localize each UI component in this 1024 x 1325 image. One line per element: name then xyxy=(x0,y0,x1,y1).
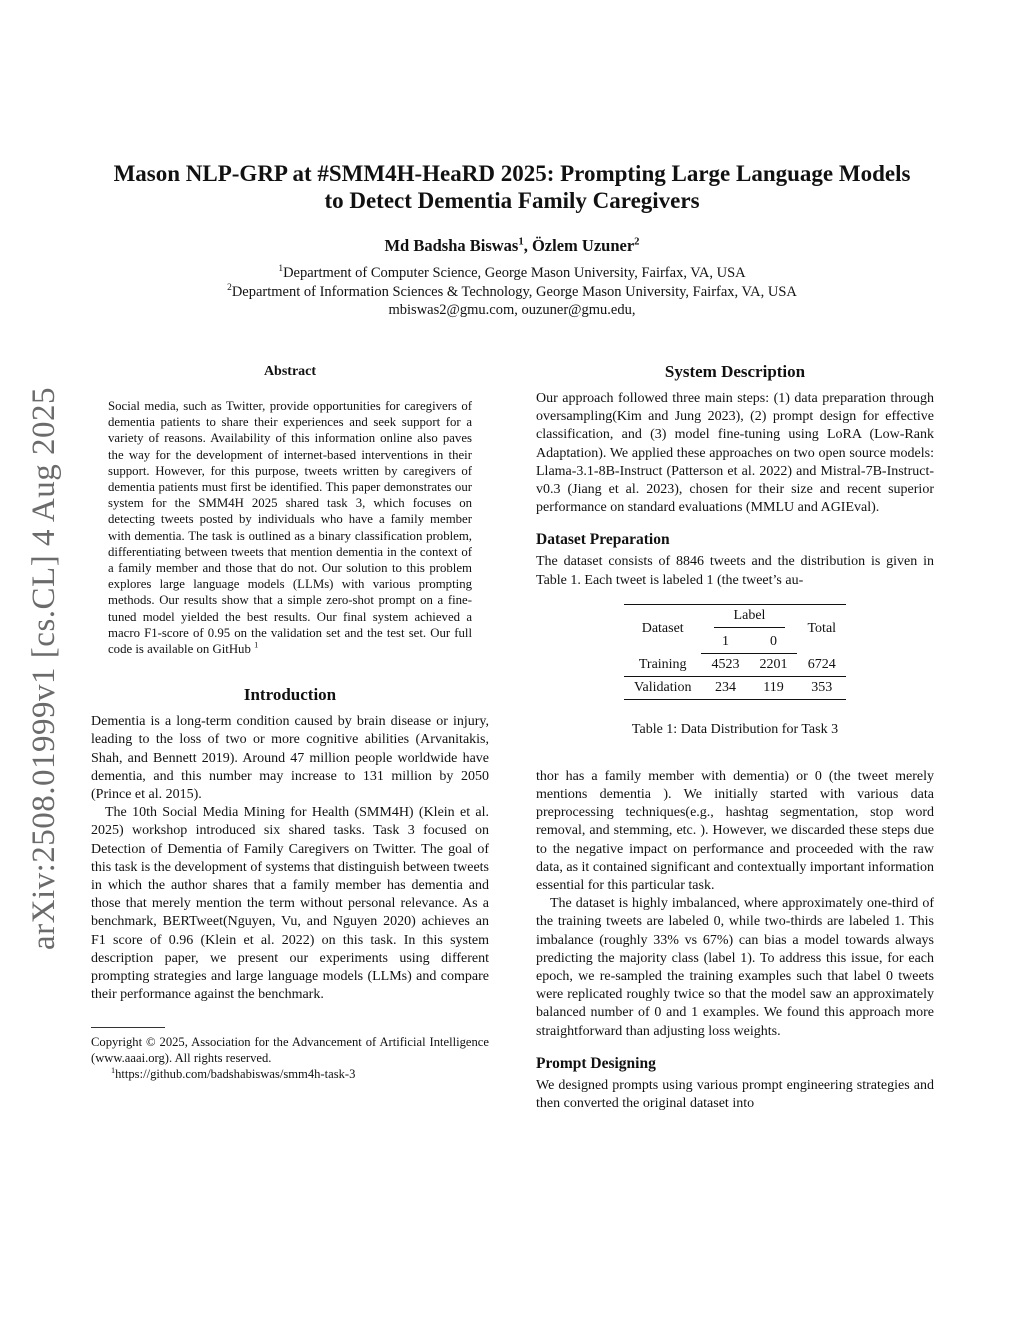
affiliation-1 xyxy=(80,264,944,283)
author-1-affil-mark: 1 xyxy=(518,235,524,248)
github-link[interactable]: https://github.com/badshabiswas/smm4h-task-3 xyxy=(115,1066,356,1081)
affiliation-2 xyxy=(80,283,944,302)
prompt-designing-paragraph: We designed prompts using various prompt engineering strategies and then converted the original dataset into xyxy=(536,1077,934,1112)
table-cell-label-0: 2201 xyxy=(749,653,797,676)
affiliation-2-text: Department of Information Sciences & Technology, George Mason University, Fairfax, VA, USA xyxy=(231,283,797,300)
abstract-body: Social media, such as Twitter, provide opportunities for caregivers of dementia patients to share their experiences and seek support for a variety of reasons. Availability of this information online also paves the way for the development of internet-based interventions in their support. However, for this purpose, tweets written by caregivers of dementia patients must first be identified. This paper demonstrates our system for the SMM4H 2025 shared task 3, which focuses on detecting tweets posted by individuals who have a family member with dementia. The task is outlined as a binary classification problem, differentiating between tweets that mention dementia in the context of a family member and those that do not. Our solution to this problem explores large language models (LLMs) with various prompting methods. Our results show that a simple zero-shot prompt on a fine-tuned model yielded the best results. Our final system achieved a macro F1-score of 0.95 on the validation set and the test set. Our full code is available on GitHub xyxy=(108,399,472,657)
left-column xyxy=(91,360,489,1082)
affiliations xyxy=(80,264,944,320)
introduction-paragraph-2: The 10th Social Media Mining for Health (SMM4H) (Klein et al. 2025) workshop introduced six shared tasks. Task 3 focused on Detection of Dementia of Family Caregivers on Twitter. The goal of this task is the development of systems that distinguish between tweets in which the author shares that a family member has dementia and those that merely mention the term without personal relevance. As a benchmark, BERTweet(Nguyen, Vu, and Nguyen 2020) achieves an F1 score of 0.96 (Klein et al. 2022) on this task. In this system description paper, we present our experiments using different prompting strategies and large language models (LLMs) and compare their performance against the benchmark. xyxy=(91,805,489,1003)
affiliation-1-mark: 1 xyxy=(278,264,284,275)
table-row xyxy=(624,676,846,699)
table-cell-label-1: 4523 xyxy=(701,653,749,676)
dataset-preparation-heading: Dataset Preparation xyxy=(536,531,670,549)
table-header-total: Total xyxy=(797,604,846,653)
author-emails: mbiswas2@gmu.com, ouzuner@gmu.edu, xyxy=(388,302,636,318)
table-header-label-0: 0 xyxy=(749,631,797,654)
table-header-label-text: Label xyxy=(714,608,786,628)
author-2: Özlem Uzuner xyxy=(531,236,635,255)
abstract-heading: Abstract xyxy=(263,364,317,379)
introduction-heading: Introduction xyxy=(243,685,337,705)
dataset-preparation-paragraph-2: thor has a family member with dementia) or 0 (the tweet merely mentions dementia ). We initially started with various data preprocessing techniques(e.g., hashtag segmentation, stop word removal, and stemming, etc. ). However, we discarded these steps due to the negative impact on performance and proceeded with the raw data, as it contained significant and contextually important information essential for this particular task. xyxy=(536,768,934,894)
table-header-row xyxy=(624,604,846,631)
author-1: Md Badsha Biswas xyxy=(384,236,519,255)
table-row xyxy=(624,653,846,676)
copyright-notice: Copyright © 2025, Association for the Advancement of Artificial Intelligence (www.aaai.org). All rights reserved. xyxy=(91,1034,489,1065)
system-description-heading: System Description xyxy=(664,362,806,381)
title-line-1: Mason NLP-GRP at #SMM4H-HeaRD 2025: Prompting Large Language Models xyxy=(113,161,911,186)
system-description-paragraph: Our approach followed three main steps: (1) data preparation through oversampling(Kim and Jung 2023), (2) prompt design for effective classification, and (3) model fine-tuning using LoRA (Low-Rank Adaptation). We applied these approaches on two open source models: Llama-3.1-8B-Instruct (Patterson et al. 2022) and Mistral-7B-Instruct-v0.3 (Jiang et al. 2023), chosen for their size and recent superior performance on standard evaluations (MMLU and AGIEval). xyxy=(536,391,934,516)
table-header-label-1: 1 xyxy=(701,631,749,654)
abstract-text xyxy=(108,398,472,657)
affiliation-1-text: Department of Computer Science, George Mason University, Fairfax, VA, USA xyxy=(283,265,746,281)
table-cell-label-1: 234 xyxy=(701,676,749,699)
paper-title xyxy=(80,160,944,214)
table-cell-name: Validation xyxy=(624,676,702,699)
introduction-paragraph-1: Dementia is a long-term condition caused by brain disease or injury, leading to the loss of two or more cognitive abilities (Arvanitakis, Shah, and Bennett 2019). Around 47 million people worldwide have dementia, and this number may increase to 131 million by 2050 (Prince et al. 2015). xyxy=(91,714,489,803)
table-cell-label-0: 119 xyxy=(749,676,797,699)
footnote-divider xyxy=(91,1027,165,1028)
author-separator: , xyxy=(523,236,532,255)
dataset-preparation-paragraph-1: The dataset consists of 8846 tweets and the distribution is given in Table 1. Each tweet is labeled 1 (the tweet’s au- xyxy=(536,554,934,588)
table-header-label xyxy=(701,604,797,631)
dataset-preparation-paragraph-3: The dataset is highly imbalanced, where approximately one-third of the training tweets are labeled 0, while two-thirds are labeled 1. This imbalance (roughly 33% vs 67%) can bias a model towards always predicting the majority class (label 1). To address this issue, for each epoch, we re-sampled the training examples such that label 0 tweets were replicated roughly twice so that the model saw an approximately balanced number of 0 and 1 examples. We found this approach more straightforward than adjusting loss weights. xyxy=(536,896,934,1039)
title-line-2: to Detect Dementia Family Caregivers xyxy=(324,188,700,213)
affiliation-2-mark: 2 xyxy=(227,282,232,293)
table-header-dataset: Dataset xyxy=(624,604,702,653)
table-caption: Table 1: Data Distribution for Task 3 xyxy=(631,721,839,737)
right-column xyxy=(536,360,934,1113)
abstract-footnote-mark: 1 xyxy=(254,640,259,650)
table-cell-total: 353 xyxy=(797,676,846,699)
table-cell-name: Training xyxy=(624,653,702,676)
footnote-1 xyxy=(111,1066,489,1082)
prompt-designing-heading: Prompt Designing xyxy=(536,1054,656,1072)
footnote-1-mark: 1 xyxy=(111,1065,116,1075)
arxiv-identifier: arXiv:2508.01999v1 [cs.CL] 4 Aug 2025 xyxy=(26,387,62,950)
author-2-affil-mark: 2 xyxy=(634,235,640,248)
table-cell-total: 6724 xyxy=(797,653,846,676)
author-list xyxy=(80,236,944,256)
data-distribution-table xyxy=(624,604,846,700)
